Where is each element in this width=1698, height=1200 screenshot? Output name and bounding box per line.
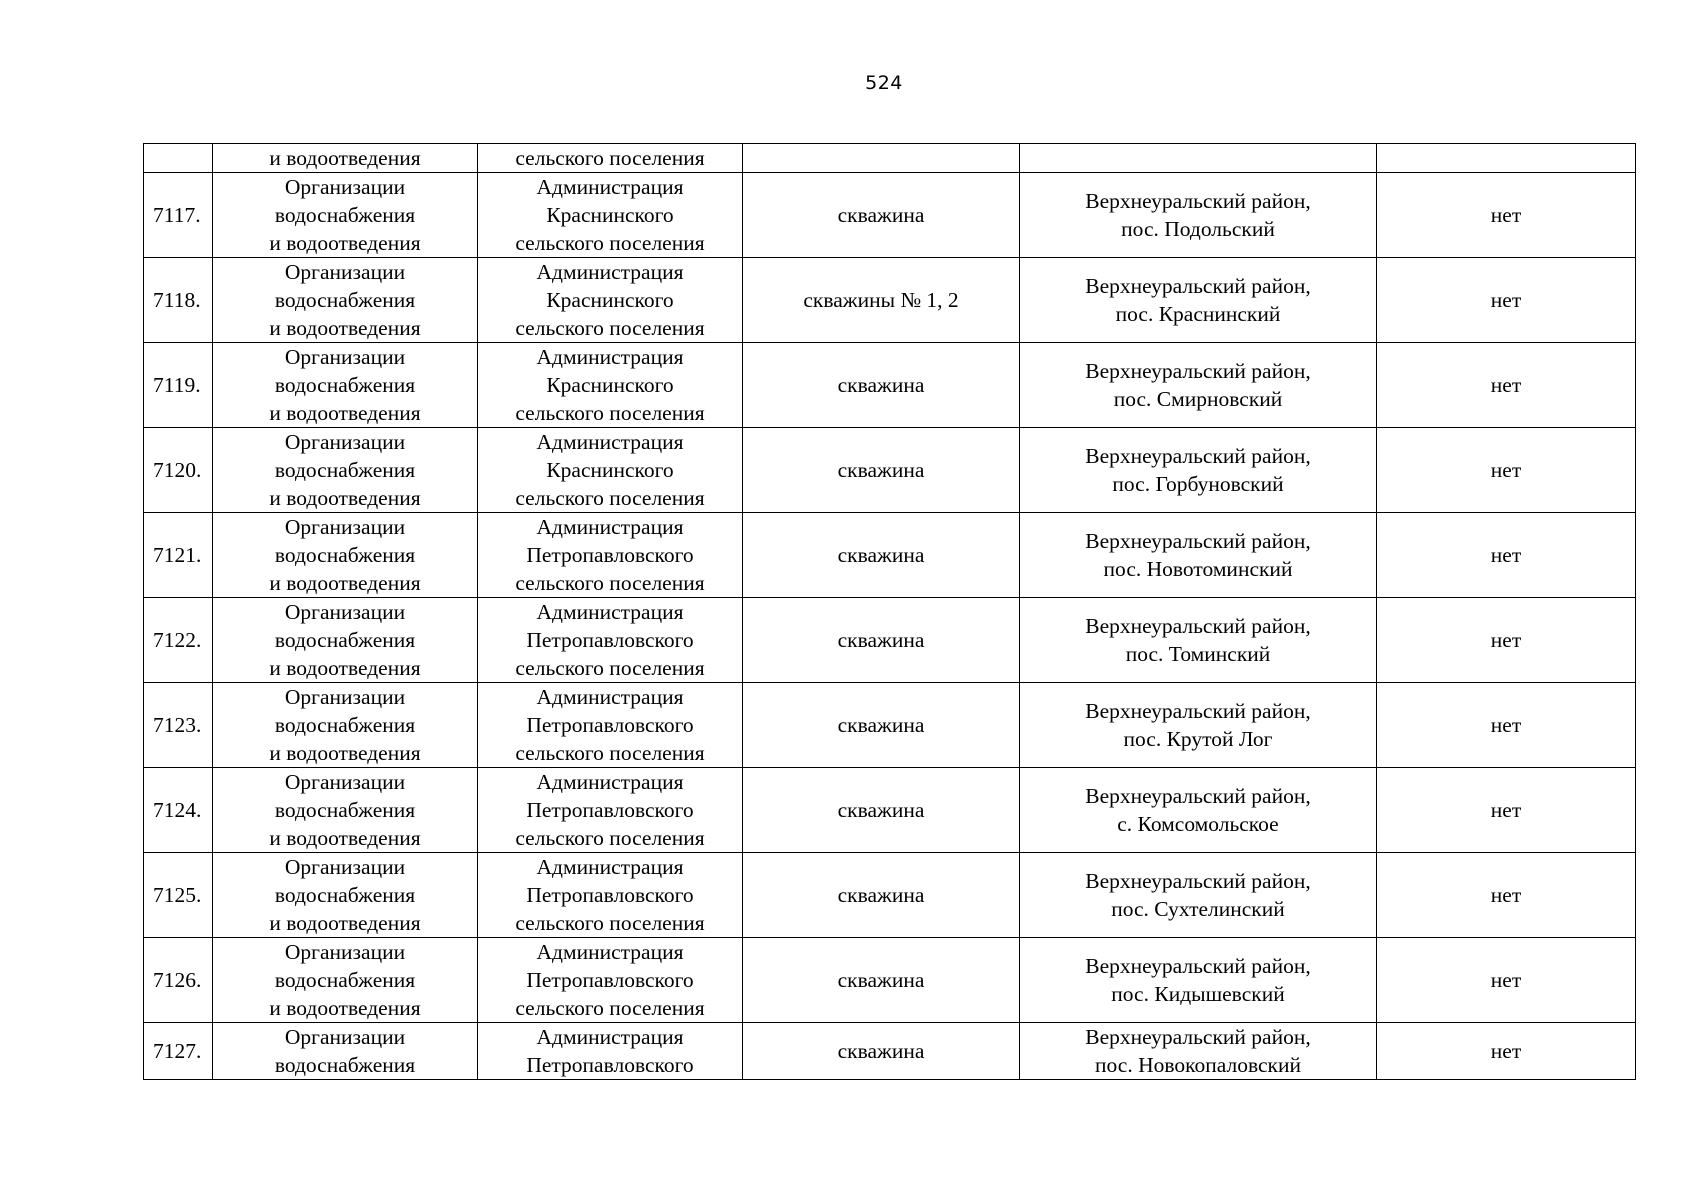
- cell-organization-type: [213, 853, 478, 938]
- cell-number: 7122.: [144, 598, 213, 683]
- cell-owner-line: Администрация: [536, 345, 684, 369]
- cell-owner: [478, 853, 743, 938]
- cell-object: скважины № 1, 2: [743, 258, 1020, 343]
- cell-location: [1020, 598, 1377, 683]
- cell-owner-line: Краснинского: [546, 203, 674, 227]
- table-row: [144, 853, 1636, 938]
- cell-organization-type-line: и водоотведения: [269, 656, 421, 680]
- cell-object: скважина: [743, 683, 1020, 768]
- cell-object: скважина: [743, 1023, 1020, 1080]
- cell-location-line: пос. Крутой Лог: [1123, 727, 1273, 751]
- cell-organization-type-line: Организации: [284, 345, 406, 369]
- cell-location-line: пос. Томинский: [1125, 642, 1271, 666]
- cell-value: нет: [1377, 598, 1636, 683]
- table-row: [144, 258, 1636, 343]
- cell-organization-type-line: Организации: [284, 1025, 406, 1049]
- cell-owner-line: сельского поселения: [515, 486, 705, 510]
- table-row: [144, 513, 1636, 598]
- cell-owner-line: Петропавловского: [526, 968, 694, 992]
- cell-location-line: Верхнеуральский район,: [1085, 1025, 1311, 1049]
- table-row: [144, 1023, 1636, 1080]
- cell-location: [1020, 683, 1377, 768]
- table-row: [144, 598, 1636, 683]
- cell-owner-line: Петропавловского: [526, 1053, 694, 1077]
- cell-owner: [478, 173, 743, 258]
- cell-owner-line: сельского поселения: [515, 231, 705, 255]
- cell-organization-type-line: водоснабжения: [274, 458, 416, 482]
- cell-number: 7124.: [144, 768, 213, 853]
- cell-owner-line: Администрация: [536, 515, 684, 539]
- cell-number: 7123.: [144, 683, 213, 768]
- table-row: [144, 683, 1636, 768]
- cell-owner: [478, 938, 743, 1023]
- cell-value: [1377, 144, 1636, 173]
- cell-owner: [478, 683, 743, 768]
- cell-organization-type-line: водоснабжения: [274, 288, 416, 312]
- cell-owner-line: Администрация: [536, 175, 684, 199]
- cell-owner-line: сельского поселения: [515, 996, 705, 1020]
- cell-location-line: Верхнеуральский район,: [1085, 954, 1311, 978]
- cell-number: 7126.: [144, 938, 213, 1023]
- cell-object: скважина: [743, 173, 1020, 258]
- cell-organization-type-line: и водоотведения: [269, 231, 421, 255]
- cell-organization-type: [213, 173, 478, 258]
- cell-value: нет: [1377, 938, 1636, 1023]
- cell-owner-line: сельского поселения: [515, 911, 705, 935]
- cell-organization-type-line: Организации: [284, 260, 406, 284]
- cell-value: нет: [1377, 513, 1636, 598]
- cell-location-line: пос. Подольский: [1121, 217, 1275, 241]
- cell-organization-type-line: водоснабжения: [274, 883, 416, 907]
- cell-owner-line: Администрация: [536, 260, 684, 284]
- cell-location: [1020, 428, 1377, 513]
- cell-owner: [478, 258, 743, 343]
- cell-organization-type-line: и водоотведения: [269, 911, 421, 935]
- cell-object: скважина: [743, 598, 1020, 683]
- cell-number: 7119.: [144, 343, 213, 428]
- cell-owner-line: сельского поселения: [515, 571, 705, 595]
- cell-location-line: пос. Краснинский: [1115, 302, 1281, 326]
- cell-owner-line: сельского поселения: [515, 316, 705, 340]
- cell-organization-type: [213, 683, 478, 768]
- cell-owner: сельского поселения: [478, 144, 743, 173]
- cell-organization-type: [213, 513, 478, 598]
- cell-value: нет: [1377, 343, 1636, 428]
- cell-location-line: Верхнеуральский район,: [1085, 699, 1311, 723]
- cell-object: [743, 144, 1020, 173]
- cell-owner-line: Администрация: [536, 855, 684, 879]
- cell-location: [1020, 1023, 1377, 1080]
- cell-location: [1020, 343, 1377, 428]
- cell-organization-type: [213, 1023, 478, 1080]
- cell-number: 7117.: [144, 173, 213, 258]
- cell-location-line: пос. Горбуновский: [1112, 472, 1284, 496]
- cell-owner: [478, 513, 743, 598]
- cell-owner: [478, 598, 743, 683]
- cell-number: 7125.: [144, 853, 213, 938]
- cell-owner: [478, 428, 743, 513]
- cell-organization-type-line: Организации: [284, 515, 406, 539]
- cell-organization-type: [213, 768, 478, 853]
- cell-location: [1020, 258, 1377, 343]
- cell-value: нет: [1377, 768, 1636, 853]
- cell-location-line: с. Комсомольское: [1117, 812, 1279, 836]
- cell-value: нет: [1377, 173, 1636, 258]
- cell-organization-type: [213, 938, 478, 1023]
- cell-object: скважина: [743, 768, 1020, 853]
- cell-organization-type-line: водоснабжения: [274, 798, 416, 822]
- cell-owner-line: Краснинского: [546, 288, 674, 312]
- cell-organization-type: [213, 598, 478, 683]
- cell-owner: [478, 343, 743, 428]
- cell-organization-type-line: водоснабжения: [274, 1053, 416, 1077]
- cell-organization-type: [213, 343, 478, 428]
- cell-location: [1020, 513, 1377, 598]
- cell-owner: [478, 768, 743, 853]
- cell-object: скважина: [743, 853, 1020, 938]
- table-row: [144, 428, 1636, 513]
- cell-owner-line: сельского поселения: [515, 401, 705, 425]
- cell-organization-type-line: Организации: [284, 770, 406, 794]
- cell-location: [1020, 853, 1377, 938]
- cell-object: скважина: [743, 343, 1020, 428]
- cell-owner-line: Администрация: [536, 940, 684, 964]
- cell-location: [1020, 173, 1377, 258]
- cell-organization-type-line: водоснабжения: [274, 628, 416, 652]
- table-body: [144, 144, 1636, 1080]
- cell-organization-type-line: и водоотведения: [269, 741, 421, 765]
- page-number: 524: [865, 72, 903, 94]
- cell-number: 7118.: [144, 258, 213, 343]
- cell-location-line: Верхнеуральский район,: [1085, 274, 1311, 298]
- cell-organization-type-line: Организации: [284, 430, 406, 454]
- cell-owner-line: Администрация: [536, 430, 684, 454]
- cell-organization-type-line: и водоотведения: [269, 826, 421, 850]
- cell-location-line: Верхнеуральский район,: [1085, 189, 1311, 213]
- cell-owner-line: Администрация: [536, 685, 684, 709]
- cell-value: нет: [1377, 258, 1636, 343]
- cell-organization-type-line: Организации: [284, 685, 406, 709]
- cell-owner-line: сельского поселения: [515, 826, 705, 850]
- cell-organization-type-line: и водоотведения: [269, 571, 421, 595]
- cell-owner-line: Петропавловского: [526, 883, 694, 907]
- cell-owner-line: Петропавловского: [526, 628, 694, 652]
- cell-number: [144, 144, 213, 173]
- cell-object: скважина: [743, 938, 1020, 1023]
- cell-location: [1020, 938, 1377, 1023]
- table-row: [144, 938, 1636, 1023]
- continued-row: [144, 144, 1636, 173]
- cell-object: скважина: [743, 513, 1020, 598]
- cell-value: нет: [1377, 853, 1636, 938]
- cell-owner-line: Администрация: [536, 1025, 684, 1049]
- cell-location-line: Верхнеуральский район,: [1085, 359, 1311, 383]
- cell-location-line: Верхнеуральский район,: [1085, 784, 1311, 808]
- cell-owner: [478, 1023, 743, 1080]
- cell-number: 7120.: [144, 428, 213, 513]
- cell-organization-type-line: и водоотведения: [269, 996, 421, 1020]
- cell-organization-type-line: водоснабжения: [274, 968, 416, 992]
- cell-location-line: пос. Сухтелинский: [1111, 897, 1285, 921]
- cell-value: нет: [1377, 683, 1636, 768]
- cell-organization-type: и водоотведения: [213, 144, 478, 173]
- cell-organization-type-line: Организации: [284, 175, 406, 199]
- cell-location-line: пос. Новотоминский: [1103, 557, 1293, 581]
- cell-organization-type-line: Организации: [284, 940, 406, 964]
- cell-number: 7127.: [144, 1023, 213, 1080]
- cell-owner-line: Петропавловского: [526, 798, 694, 822]
- cell-location: [1020, 768, 1377, 853]
- cell-organization-type-line: Организации: [284, 600, 406, 624]
- cell-organization-type-line: водоснабжения: [274, 713, 416, 737]
- cell-location: [1020, 144, 1377, 173]
- cell-organization-type-line: водоснабжения: [274, 373, 416, 397]
- cell-owner-line: сельского поселения: [515, 741, 705, 765]
- cell-owner-line: Краснинского: [546, 458, 674, 482]
- cell-organization-type-line: и водоотведения: [269, 316, 421, 340]
- cell-organization-type-line: водоснабжения: [274, 203, 416, 227]
- cell-object: скважина: [743, 428, 1020, 513]
- cell-organization-type-line: и водоотведения: [269, 401, 421, 425]
- cell-organization-type: [213, 258, 478, 343]
- cell-organization-type: [213, 428, 478, 513]
- cell-owner-line: Петропавловского: [526, 713, 694, 737]
- cell-location-line: пос. Кидышевский: [1111, 982, 1285, 1006]
- cell-organization-type-line: водоснабжения: [274, 543, 416, 567]
- cell-location-line: Верхнеуральский район,: [1085, 444, 1311, 468]
- cell-value: нет: [1377, 428, 1636, 513]
- cell-organization-type-line: и водоотведения: [269, 486, 421, 510]
- table-row: [144, 173, 1636, 258]
- cell-location-line: Верхнеуральский район,: [1085, 614, 1311, 638]
- table-row: [144, 768, 1636, 853]
- cell-location-line: пос. Новокопаловский: [1095, 1053, 1301, 1077]
- cell-owner-line: Петропавловского: [526, 543, 694, 567]
- cell-location-line: Верхнеуральский район,: [1085, 869, 1311, 893]
- cell-owner-line: сельского поселения: [515, 656, 705, 680]
- cell-owner-line: Краснинского: [546, 373, 674, 397]
- cell-owner-line: Администрация: [536, 600, 684, 624]
- cell-organization-type-line: Организации: [284, 855, 406, 879]
- cell-number: 7121.: [144, 513, 213, 598]
- cell-value: нет: [1377, 1023, 1636, 1080]
- cell-location-line: Верхнеуральский район,: [1085, 529, 1311, 553]
- cell-owner-line: Администрация: [536, 770, 684, 794]
- table-row: [144, 343, 1636, 428]
- registry-table: [143, 143, 1636, 1080]
- cell-location-line: пос. Смирновский: [1113, 387, 1283, 411]
